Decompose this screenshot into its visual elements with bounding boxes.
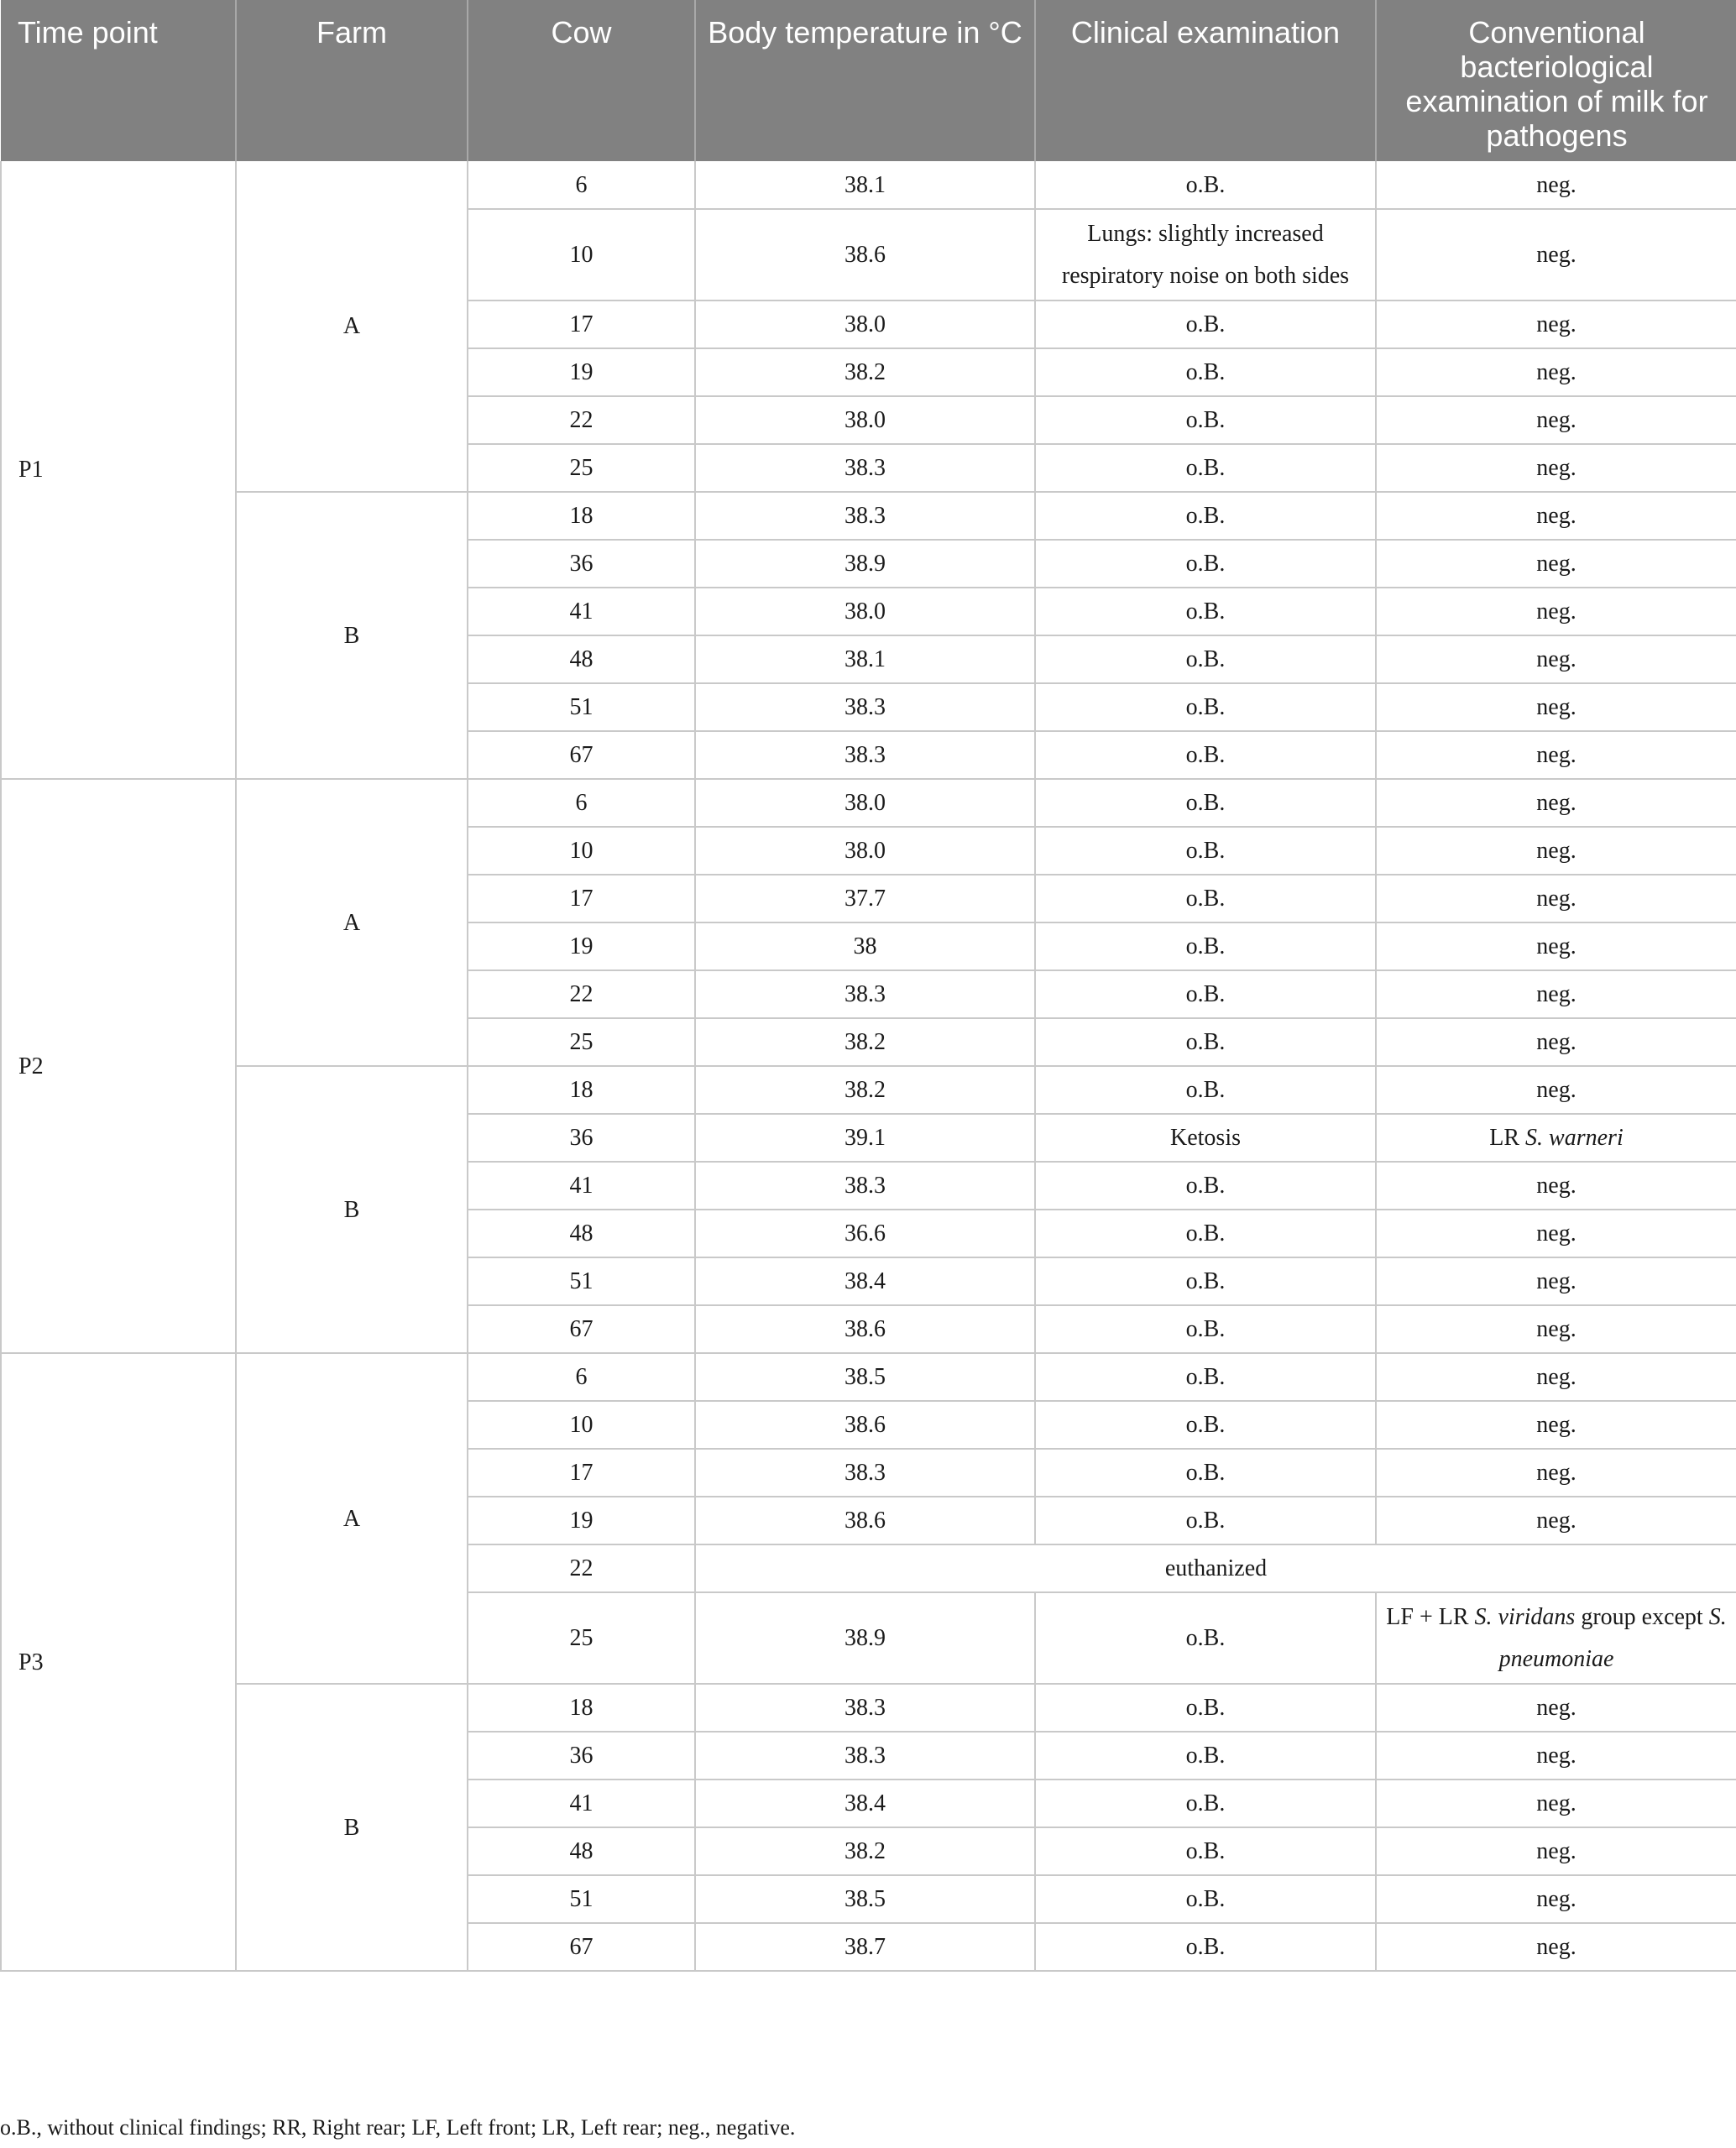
temperature-cell: 36.6 bbox=[695, 1210, 1035, 1257]
clinical-cell: o.B. bbox=[1035, 1497, 1376, 1544]
temperature-cell: 38.3 bbox=[695, 1449, 1035, 1497]
milk-result-cell: neg. bbox=[1376, 1923, 1736, 1971]
cow-cell: 22 bbox=[468, 970, 695, 1018]
cow-cell: 48 bbox=[468, 1210, 695, 1257]
cow-cell: 41 bbox=[468, 1162, 695, 1210]
milk-result-cell bbox=[1376, 1592, 1736, 1684]
clinical-cell: o.B. bbox=[1035, 1780, 1376, 1827]
temperature-cell: 38.3 bbox=[695, 1732, 1035, 1780]
cow-cell: 67 bbox=[468, 731, 695, 779]
clinical-cell: o.B. bbox=[1035, 444, 1376, 492]
milk-result-cell: neg. bbox=[1376, 922, 1736, 970]
pathogen-name: S. pneumoniae bbox=[1498, 1603, 1733, 1672]
clinical-cell: o.B. bbox=[1035, 970, 1376, 1018]
temperature-cell: 38.2 bbox=[695, 348, 1035, 396]
farm-cell: A bbox=[236, 161, 468, 492]
milk-result-cell: neg. bbox=[1376, 1401, 1736, 1449]
milk-result-cell: neg. bbox=[1376, 1018, 1736, 1066]
cow-cell: 18 bbox=[468, 1684, 695, 1732]
cow-cell: 6 bbox=[468, 1353, 695, 1401]
milk-result-cell: neg. bbox=[1376, 1449, 1736, 1497]
temperature-cell: 38.6 bbox=[695, 1401, 1035, 1449]
cow-cell: 36 bbox=[468, 540, 695, 588]
clinical-cell: o.B. bbox=[1035, 1305, 1376, 1353]
milk-result-cell: neg. bbox=[1376, 1066, 1736, 1114]
clinical-cell: o.B. bbox=[1035, 301, 1376, 348]
cow-cell: 25 bbox=[468, 1018, 695, 1066]
clinical-cell: o.B. bbox=[1035, 161, 1376, 209]
milk-result-cell: neg. bbox=[1376, 1732, 1736, 1780]
temperature-cell: 38.3 bbox=[695, 970, 1035, 1018]
temperature-cell: 38.5 bbox=[695, 1875, 1035, 1923]
table-row bbox=[1, 1353, 1736, 1401]
milk-result-cell: neg. bbox=[1376, 1780, 1736, 1827]
cow-cell: 18 bbox=[468, 1066, 695, 1114]
milk-result-text: LR bbox=[1489, 1124, 1526, 1151]
cow-cell: 51 bbox=[468, 683, 695, 731]
clinical-cell: o.B. bbox=[1035, 588, 1376, 635]
cow-cell: 22 bbox=[468, 396, 695, 444]
clinical-cell: o.B. bbox=[1035, 540, 1376, 588]
cow-cell: 19 bbox=[468, 348, 695, 396]
cow-cell: 41 bbox=[468, 588, 695, 635]
cow-cell: 48 bbox=[468, 1827, 695, 1875]
temperature-cell: 38.1 bbox=[695, 635, 1035, 683]
table-row bbox=[1, 492, 1736, 540]
milk-result-cell: neg. bbox=[1376, 348, 1736, 396]
temperature-cell: 38.1 bbox=[695, 161, 1035, 209]
milk-result-cell: neg. bbox=[1376, 970, 1736, 1018]
temperature-cell: 38.4 bbox=[695, 1257, 1035, 1305]
time-point-cell: P1 bbox=[1, 161, 236, 779]
table-row bbox=[1, 1684, 1736, 1732]
clinical-cell: o.B. bbox=[1035, 1162, 1376, 1210]
temperature-cell: 37.7 bbox=[695, 875, 1035, 922]
temperature-cell: 38.2 bbox=[695, 1066, 1035, 1114]
header-farm: Farm bbox=[236, 0, 468, 161]
cow-cell: 6 bbox=[468, 161, 695, 209]
header-clinical-examination: Clinical examination bbox=[1035, 0, 1376, 161]
table-header bbox=[1, 0, 1736, 161]
clinical-cell: o.B. bbox=[1035, 348, 1376, 396]
temperature-cell: 38.6 bbox=[695, 1305, 1035, 1353]
milk-result-cell: neg. bbox=[1376, 1305, 1736, 1353]
clinical-cell: o.B. bbox=[1035, 1684, 1376, 1732]
temperature-cell: 38.0 bbox=[695, 779, 1035, 827]
temperature-cell: 38.3 bbox=[695, 492, 1035, 540]
cow-cell: 51 bbox=[468, 1875, 695, 1923]
temperature-cell: 38.0 bbox=[695, 588, 1035, 635]
temperature-cell: 38.0 bbox=[695, 827, 1035, 875]
temperature-cell: 38.3 bbox=[695, 731, 1035, 779]
milk-result-cell: neg. bbox=[1376, 635, 1736, 683]
farm-cell: B bbox=[236, 492, 468, 779]
clinical-cell: Ketosis bbox=[1035, 1114, 1376, 1162]
milk-result-cell: neg. bbox=[1376, 1684, 1736, 1732]
temperature-cell: 38.3 bbox=[695, 1162, 1035, 1210]
cow-cell: 67 bbox=[468, 1305, 695, 1353]
clinical-cell: o.B. bbox=[1035, 827, 1376, 875]
milk-result-cell: neg. bbox=[1376, 161, 1736, 209]
clinical-cell: o.B. bbox=[1035, 1923, 1376, 1971]
milk-result-cell: neg. bbox=[1376, 540, 1736, 588]
cow-cell: 17 bbox=[468, 1449, 695, 1497]
clinical-cell: o.B. bbox=[1035, 1401, 1376, 1449]
table-body bbox=[1, 161, 1736, 1971]
table-row bbox=[1, 779, 1736, 827]
cow-cell: 51 bbox=[468, 1257, 695, 1305]
milk-result-cell: neg. bbox=[1376, 588, 1736, 635]
clinical-cell: o.B. bbox=[1035, 875, 1376, 922]
farm-cell: B bbox=[236, 1066, 468, 1353]
table-row bbox=[1, 161, 1736, 209]
milk-result-cell: neg. bbox=[1376, 683, 1736, 731]
milk-result-text: LF + LR bbox=[1386, 1603, 1475, 1630]
clinical-cell: Lungs: slightly increased respiratory noise on both sides bbox=[1035, 209, 1376, 301]
milk-result-cell: neg. bbox=[1376, 1162, 1736, 1210]
header-time-point: Time point bbox=[1, 0, 236, 161]
header-cow: Cow bbox=[468, 0, 695, 161]
clinical-cell: o.B. bbox=[1035, 1592, 1376, 1684]
farm-cell: B bbox=[236, 1684, 468, 1971]
clinical-cell: o.B. bbox=[1035, 1732, 1376, 1780]
pathogen-name: S. viridans bbox=[1474, 1603, 1576, 1630]
clinical-cell: o.B. bbox=[1035, 922, 1376, 970]
cow-cell: 19 bbox=[468, 1497, 695, 1544]
milk-result-cell: neg. bbox=[1376, 1353, 1736, 1401]
milk-result-cell: neg. bbox=[1376, 1827, 1736, 1875]
clinical-cell: o.B. bbox=[1035, 1827, 1376, 1875]
milk-result-cell: neg. bbox=[1376, 492, 1736, 540]
temperature-cell: 38.6 bbox=[695, 209, 1035, 301]
pathogen-name: S. warneri bbox=[1525, 1124, 1624, 1151]
milk-result-cell: neg. bbox=[1376, 875, 1736, 922]
time-point-cell: P3 bbox=[1, 1353, 236, 1971]
milk-result-cell: neg. bbox=[1376, 731, 1736, 779]
temperature-cell: 38 bbox=[695, 922, 1035, 970]
farm-cell: A bbox=[236, 779, 468, 1066]
table-row bbox=[1, 1066, 1736, 1114]
milk-result-cell: neg. bbox=[1376, 1210, 1736, 1257]
header-row bbox=[1, 0, 1736, 161]
milk-result-cell: neg. bbox=[1376, 1875, 1736, 1923]
clinical-cell: o.B. bbox=[1035, 1257, 1376, 1305]
temperature-cell: 38.0 bbox=[695, 301, 1035, 348]
temperature-cell: 38.9 bbox=[695, 540, 1035, 588]
farm-cell: A bbox=[236, 1353, 468, 1684]
cow-cell: 25 bbox=[468, 444, 695, 492]
temperature-cell: 38.9 bbox=[695, 1592, 1035, 1684]
milk-result-cell bbox=[1376, 1114, 1736, 1162]
cow-cell: 67 bbox=[468, 1923, 695, 1971]
milk-result-cell: neg. bbox=[1376, 779, 1736, 827]
clinical-cell: o.B. bbox=[1035, 1066, 1376, 1114]
cow-cell: 6 bbox=[468, 779, 695, 827]
temperature-cell: 39.1 bbox=[695, 1114, 1035, 1162]
clinical-cell: o.B. bbox=[1035, 1875, 1376, 1923]
temperature-cell: 38.3 bbox=[695, 444, 1035, 492]
clinical-cell: o.B. bbox=[1035, 779, 1376, 827]
cow-cell: 36 bbox=[468, 1732, 695, 1780]
milk-result-text: group except bbox=[1575, 1603, 1709, 1630]
table-footnote: o.B., without clinical findings; RR, Right rear; LF, Left front; LR, Left rear; neg., negative. bbox=[0, 2115, 796, 2140]
cow-cell: 18 bbox=[468, 492, 695, 540]
milk-result-cell: neg. bbox=[1376, 396, 1736, 444]
cow-cell: 17 bbox=[468, 875, 695, 922]
cow-cell: 17 bbox=[468, 301, 695, 348]
cow-cell: 10 bbox=[468, 1401, 695, 1449]
cow-cell: 19 bbox=[468, 922, 695, 970]
cow-cell: 22 bbox=[468, 1544, 695, 1592]
cow-cell: 10 bbox=[468, 827, 695, 875]
temperature-cell: 38.6 bbox=[695, 1497, 1035, 1544]
temperature-cell: 38.3 bbox=[695, 683, 1035, 731]
cow-cell: 41 bbox=[468, 1780, 695, 1827]
cow-cell: 25 bbox=[468, 1592, 695, 1684]
milk-result-cell: neg. bbox=[1376, 301, 1736, 348]
clinical-cell: o.B. bbox=[1035, 1353, 1376, 1401]
clinical-cell: o.B. bbox=[1035, 635, 1376, 683]
milk-result-cell: neg. bbox=[1376, 1497, 1736, 1544]
temperature-cell: 38.5 bbox=[695, 1353, 1035, 1401]
milk-result-cell: neg. bbox=[1376, 209, 1736, 301]
clinical-cell: o.B. bbox=[1035, 492, 1376, 540]
cow-cell: 10 bbox=[468, 209, 695, 301]
milk-result-cell: neg. bbox=[1376, 827, 1736, 875]
header-bacteriological-examination: Conventional bacteriological examination of milk for pathogens bbox=[1376, 0, 1736, 161]
clinical-cell: o.B. bbox=[1035, 1018, 1376, 1066]
cow-cell: 36 bbox=[468, 1114, 695, 1162]
cow-cell: 48 bbox=[468, 635, 695, 683]
clinical-cell: o.B. bbox=[1035, 1449, 1376, 1497]
time-point-cell: P2 bbox=[1, 779, 236, 1353]
temperature-cell: 38.3 bbox=[695, 1684, 1035, 1732]
merged-status-cell: euthanized bbox=[695, 1544, 1736, 1592]
milk-result-cell: neg. bbox=[1376, 1257, 1736, 1305]
temperature-cell: 38.2 bbox=[695, 1018, 1035, 1066]
clinical-cell: o.B. bbox=[1035, 1210, 1376, 1257]
temperature-cell: 38.2 bbox=[695, 1827, 1035, 1875]
temperature-cell: 38.7 bbox=[695, 1923, 1035, 1971]
clinical-cell: o.B. bbox=[1035, 396, 1376, 444]
header-body-temperature: Body temperature in °C bbox=[695, 0, 1035, 161]
clinical-cell: o.B. bbox=[1035, 683, 1376, 731]
temperature-cell: 38.0 bbox=[695, 396, 1035, 444]
clinical-cell: o.B. bbox=[1035, 731, 1376, 779]
temperature-cell: 38.4 bbox=[695, 1780, 1035, 1827]
milk-result-cell: neg. bbox=[1376, 444, 1736, 492]
